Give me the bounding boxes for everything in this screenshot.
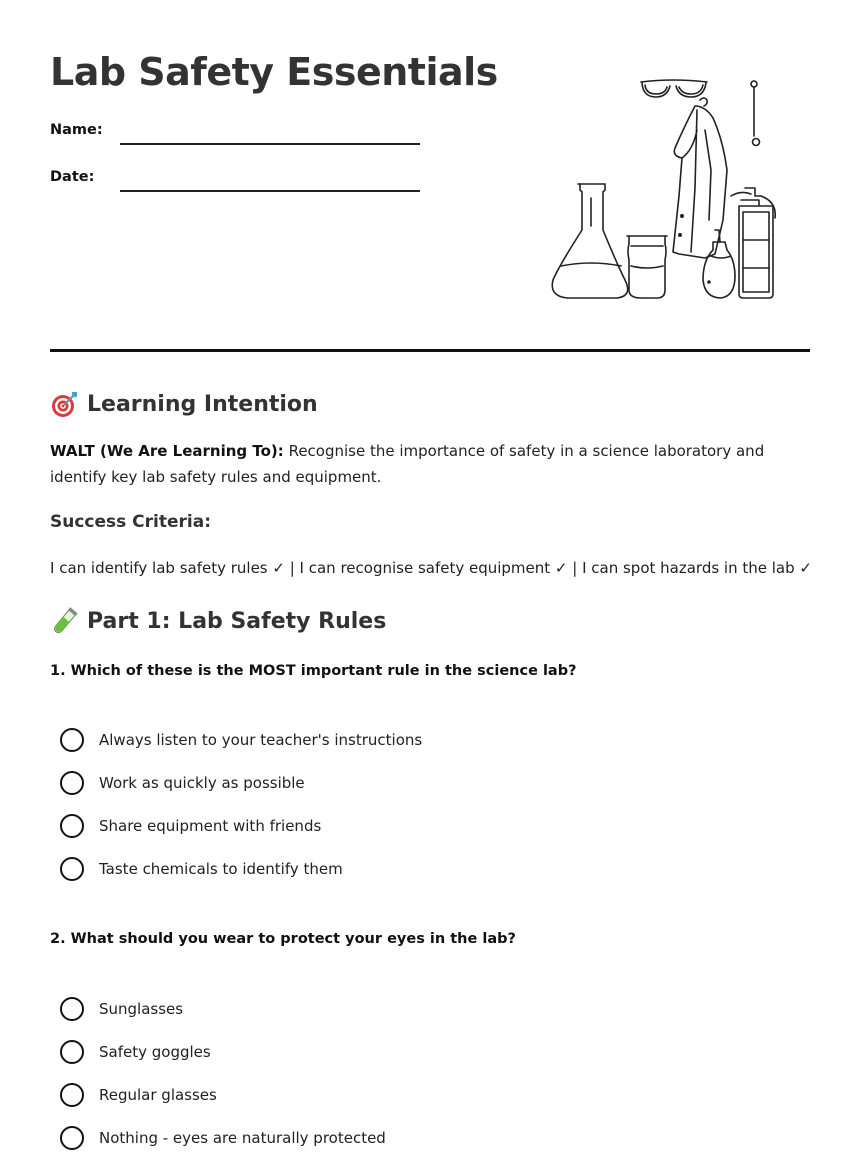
conical-flask-icon xyxy=(552,184,627,298)
radio-button[interactable] xyxy=(60,728,84,752)
question-2-prompt: 2. What should you wear to protect your eyes in the lab? xyxy=(50,931,516,947)
radio-button[interactable] xyxy=(60,814,84,838)
question-2-options xyxy=(60,987,760,1159)
lab-equipment-illustration xyxy=(545,70,785,305)
radio-button[interactable] xyxy=(60,857,84,881)
question-1-prompt: 1. Which of these is the MOST important rule in the science lab? xyxy=(50,663,577,679)
name-field[interactable] xyxy=(120,143,420,145)
worksheet-title: Lab Safety Essentials xyxy=(50,50,498,94)
question-2-option-c[interactable] xyxy=(60,1073,760,1116)
target-dart-icon xyxy=(50,389,80,419)
question-1-option-d[interactable] xyxy=(60,847,760,890)
learning-intention-heading xyxy=(50,389,318,419)
question-1-option-b[interactable] xyxy=(60,761,760,804)
test-tube-icon xyxy=(50,606,80,636)
question-1-options xyxy=(60,718,760,890)
question-1-option-c[interactable] xyxy=(60,804,760,847)
option-label: Regular glasses xyxy=(99,1085,217,1104)
beaker-icon xyxy=(627,236,667,298)
option-label: Sunglasses xyxy=(99,999,184,1018)
radio-button[interactable] xyxy=(60,771,84,795)
walt-text: Recognise the importance of safety in a science laboratory and identify key lab safety rules and equipment. xyxy=(50,442,765,486)
learning-intention-title: Learning Intention xyxy=(87,391,318,417)
thermometer-icon xyxy=(751,81,760,146)
success-criteria-text: I can identify lab safety rules ✓ | I can recognise safety equipment ✓ | I can spot hazards in the lab ✓ xyxy=(50,559,812,577)
option-label: Share equipment with friends xyxy=(99,816,322,835)
option-label: Nothing - eyes are naturally protected xyxy=(99,1128,386,1147)
part1-title: Part 1: Lab Safety Rules xyxy=(87,608,387,634)
question-2-option-d[interactable] xyxy=(60,1116,760,1159)
header-divider xyxy=(50,349,810,352)
success-criteria-heading: Success Criteria: xyxy=(50,512,212,532)
part1-heading xyxy=(50,606,386,636)
question-2-option-b[interactable] xyxy=(60,1030,760,1073)
question-2-option-a[interactable] xyxy=(60,987,760,1030)
walt-statement xyxy=(50,438,810,490)
option-label: Safety goggles xyxy=(99,1042,211,1061)
radio-button[interactable] xyxy=(60,1126,84,1150)
safety-goggles-icon xyxy=(641,80,707,97)
walt-label: WALT (We Are Learning To): xyxy=(50,442,284,460)
date-field[interactable] xyxy=(120,190,420,192)
radio-button[interactable] xyxy=(60,1083,84,1107)
name-label: Name: xyxy=(50,122,103,138)
option-label: Taste chemicals to identify them xyxy=(99,859,343,878)
question-1-option-a[interactable] xyxy=(60,718,760,761)
radio-button[interactable] xyxy=(60,997,84,1021)
option-label: Always listen to your teacher's instructions xyxy=(99,730,423,749)
fire-extinguisher-icon xyxy=(731,188,775,298)
option-label: Work as quickly as possible xyxy=(99,773,305,792)
radio-button[interactable] xyxy=(60,1040,84,1064)
date-label: Date: xyxy=(50,169,95,185)
